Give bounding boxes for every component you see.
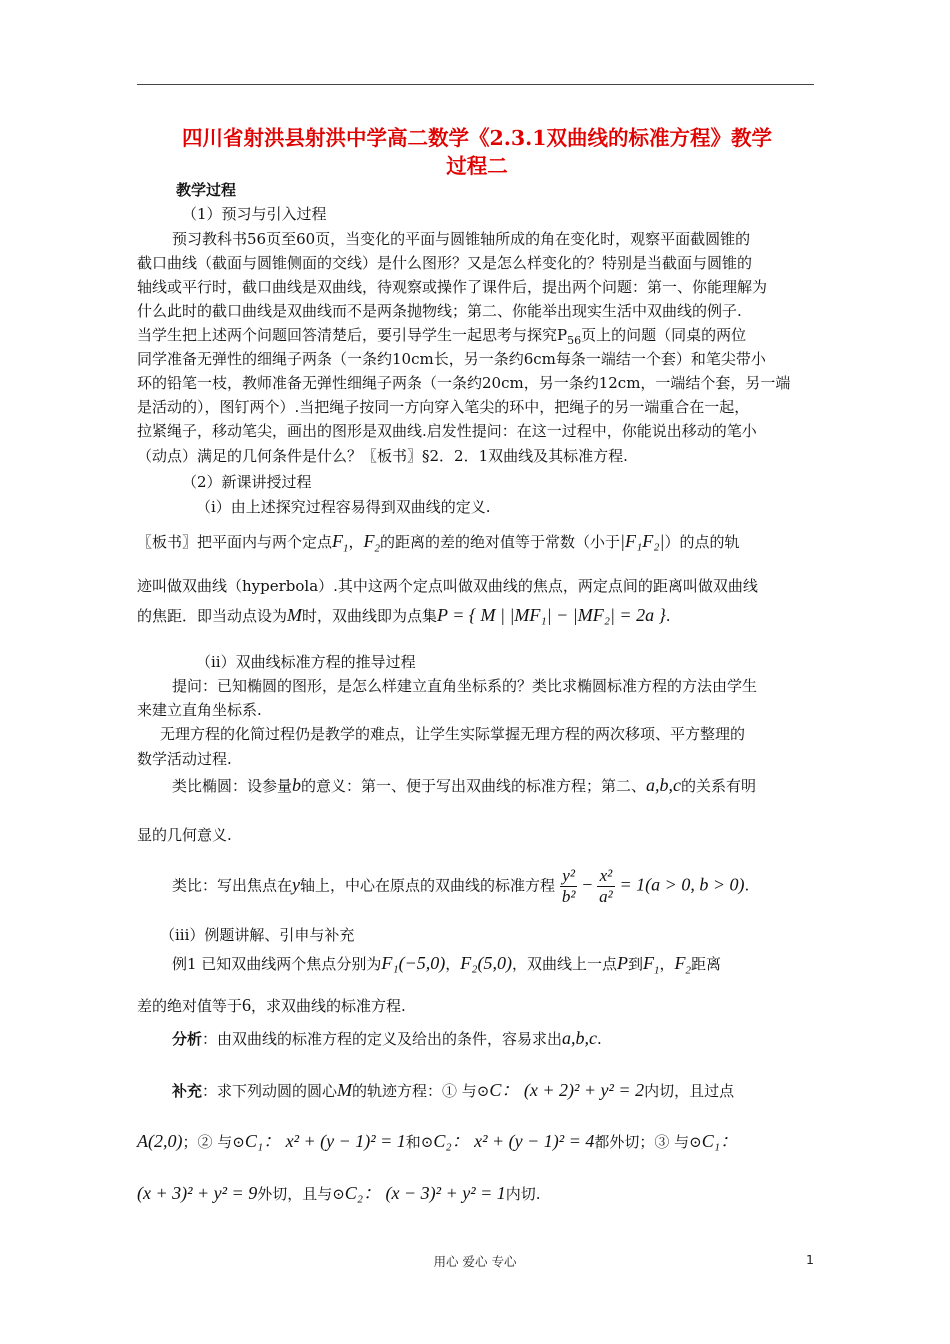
supplement-line-3: (x + 3)² + y² = 9外切，且与⊙C₂： (x − 3)² + y² = 1内切. [137, 1183, 541, 1203]
supplement-line-2: A(2,0)；② 与⊙C₁： x² + (y − 1)² = 1和⊙C₂： x² + (y − 1)² = 4都外切；③ 与⊙C₁： [137, 1131, 738, 1151]
sec1-p1-line: 环的铅笔一枝，教师准备无弹性细绳子两条（一条约20cm，另一条约12cm，一端结个套，另一端 [137, 374, 791, 392]
supplement-line-1: 补充：求下列动圆的圆心M的轨迹方程：① 与⊙C： (x + 2)² + y² = 2内切，且过点 [172, 1080, 735, 1100]
focus-1: F₁(−5,0) [381, 953, 446, 973]
page-number: 1 [806, 1252, 814, 1267]
focus-2: F₂(5,0) [460, 953, 512, 973]
question-line-1: 提问：已知椭圆的图形，是怎么样建立直角坐标系的？类比求椭圆标准方程的方法由学生 [172, 677, 758, 695]
abc-symbol: a,b,c [562, 1028, 598, 1048]
title-line-2: 过程二 [446, 154, 508, 178]
fraction-x2-a2: $\frac{\text{x²}}{\text{a²}}$ [599, 866, 613, 906]
sec1-p1-line: 什么此时的截口曲线是双曲线而不是两条抛物线；第二、你能举出现实生活中双曲线的例子. [137, 302, 742, 320]
sec2-label: （2）新课讲授过程 [182, 473, 312, 491]
page-footer: 用心 爱心 专心 [433, 1254, 517, 1269]
circle-C1-equation: C₁： x² + (y − 1)² = 1 [244, 1131, 406, 1151]
b-symbol: b [292, 775, 302, 795]
definition-line-2: 迹叫做双曲线（hyperbola）.其中这两个定点叫做双曲线的焦点，两定点间的距离叫做双曲线 [137, 577, 758, 595]
sec1-p1-line: 轴线或平行时，截口曲线是双曲线，待观察或操作了课件后，提出两个问题：第一、你能理解为 [137, 278, 768, 296]
standard-equation-line: 类比：写出焦点在y轴上，中心在原点的双曲线的标准方程 $\frac{\text{y²}}{\text{b²}}$ − $\frac{\text{x²}}{\text{a²}}$ = 1(a > 0, b > 0). [172, 866, 750, 906]
F1-symbol: $F_1$ [332, 531, 349, 555]
sec1-p1-line: 拉紧绳子，移动笔尖，画出的图形是双曲线.启发性提问：在这一过程中，你能说出移动的笔小 [137, 422, 757, 440]
F1F2-distance: |F₁F₂| [620, 531, 665, 551]
analogy-line-1: 类比椭圆：设参量b的意义：第一、便于写出双曲线的标准方程；第二、a,b,c的关系有明 [172, 775, 757, 795]
header-rule [137, 84, 814, 85]
F1-symbol: $F_1$ [643, 953, 660, 977]
sec1-p1-line: （动点）满足的几何条件是什么？〖板书〗§2．2．1双曲线及其标准方程. [137, 447, 628, 465]
sec1-label: （1）预习与引入过程 [182, 205, 327, 223]
definition-line-1: 〖板书〗把平面内与两个定点$F_1$，$F_2$的距离的差的绝对值等于常数（小于|F₁F₂|）的点的轨 [137, 531, 740, 555]
sec1-p1-line: 当学生把上述两个问题回答清楚后，要引导学生一起思考与探究$P_{56}$页上的问题（同桌的两位 [137, 326, 747, 347]
P-symbol: P [617, 953, 628, 973]
F2-symbol: $F_2$ [363, 531, 381, 555]
question-line-2: 来建立直角坐标系. [137, 701, 262, 719]
example-line-1: 例1 已知双曲线两个焦点分别为F₁(−5,0)，F₂(5,0)，双曲线上一点P到$F_1$，$F_2$距离 [172, 953, 722, 977]
sec2-ii-label: （ii）双曲线标准方程的推导过程 [196, 653, 416, 671]
remark-line-2: 数学活动过程. [137, 750, 232, 768]
definition-line-3: 的焦距．即当动点设为M时，双曲线即为点集P = { M | |MF₁| − |MF₂| = 2a }. [137, 605, 671, 625]
document-title [140, 124, 814, 180]
circle-C-equation: C： (x + 2)² + y² = 2 [489, 1080, 645, 1100]
point-A: A(2,0) [137, 1131, 183, 1151]
analogy-line-2: 显的几何意义. [137, 826, 232, 844]
sec2-iii-label: （iii）例题讲解、引申与补充 [160, 926, 355, 944]
circle-3-equation: (x + 3)² + y² = 9 [137, 1183, 258, 1203]
sec2-i-label: （i）由上述探究过程容易得到双曲线的定义. [196, 498, 491, 516]
abc-symbol: a,b,c [646, 775, 682, 795]
six-value: 6 [242, 995, 252, 1015]
circle-C1-label: C₁： [701, 1131, 738, 1151]
title-line-1: 四川省射洪县射洪中学高二数学《2.3.1双曲线的标准方程》教学 [181, 126, 773, 150]
circle-C2-equation: C₂： x² + (y − 1)² = 4 [433, 1131, 595, 1151]
sec1-p1-line: 截口曲线（截面与圆锥侧面的交线）是什么图形？又是怎么样变化的？特别是当截面与圆锥的 [137, 254, 753, 272]
example-line-2: 差的绝对值等于6，求双曲线的标准方程. [137, 995, 406, 1015]
y-symbol: y [292, 874, 301, 895]
sec1-p1-line: 同学准备无弹性的细绳子两条（一条约10cm长，另一条约6cm每条一端结一个套）和笔尖带小 [137, 350, 766, 368]
section-heading: 教学过程 [176, 181, 237, 199]
F2-symbol: $F_2$ [674, 953, 692, 977]
point-set-formula: P = { M | |MF₁| − |MF₂| = 2a } [437, 605, 666, 625]
circle-C2b-equation: C₂： (x − 3)² + y² = 1 [344, 1183, 506, 1203]
sec1-p1-line: 预习教科书56页至60页，当变化的平面与圆锥轴所成的角在变化时，观察平面截圆锥的 [172, 230, 751, 248]
sec1-p1-line: 是活动的），图钉两个）.当把绳子按同一方向穿入笔尖的环中，把绳子的另一端重合在一起， [137, 398, 750, 416]
analysis-line: 分析：由双曲线的标准方程的定义及给出的条件，容易求出a,b,c. [172, 1028, 602, 1048]
standard-equation-rest: = 1(a > 0, b > 0) [619, 874, 745, 895]
M-symbol: M [287, 605, 303, 625]
M-symbol: M [337, 1080, 353, 1100]
remark-line-1: 无理方程的化简过程仍是教学的难点，让学生实际掌握无理方程的两次移项、平方整理的 [160, 725, 746, 743]
fraction-y2-b2: $\frac{\text{y²}}{\text{b²}}$ [561, 866, 576, 906]
